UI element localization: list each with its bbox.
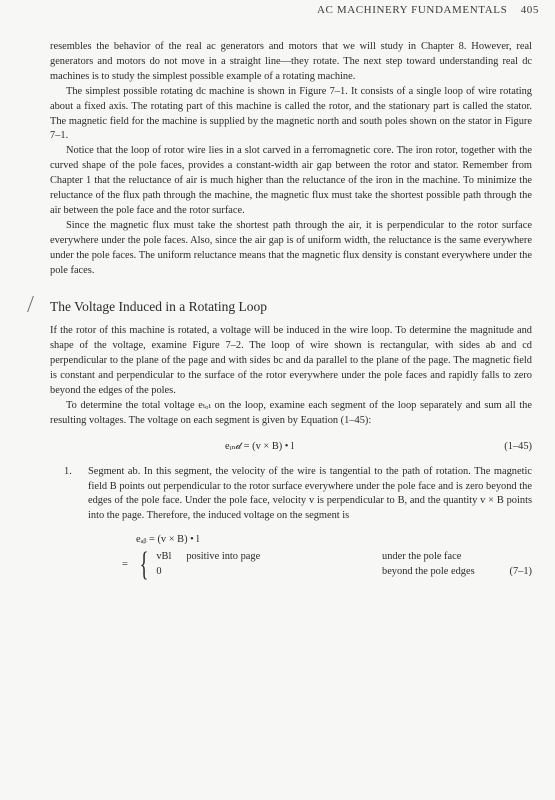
- equation-expression: eᵢₙ𝒹 = (v × B) • l: [225, 440, 294, 452]
- equals-sign: =: [122, 558, 128, 570]
- paragraph-2: The simplest possible rotating dc machine is shown in Figure 7–1. It consists of a single loop of wire rotating about a fixed axis. The rotating part of this machine is called the rotor, and the stationary part is called the stator. The magnetic field for the machine is supplied by the magnetic north and south poles shown on the stator in Figure 7–1.: [50, 85, 532, 142]
- page-number: 405: [520, 4, 539, 16]
- case-direction: positive into page: [186, 551, 261, 563]
- left-brace: {: [139, 546, 149, 584]
- paragraph-6: To determine the total voltage eₜₒₜ on the loop, examine each segment of the loop separately and sum all the resulting voltages. The voltage on each segment is given by Equation (1–45):: [50, 399, 532, 426]
- paragraph-5: If the rotor of this machine is rotated, a voltage will be induced in the wire loop. To determine the magnitude and shape of the voltage, examine Figure 7–2. The loop of wire shown is rectangular, with sides ab and cd perpendicular to the plane of the page and with sides bc and da parallel to the plane of the page. The magnetic field is constant and perpendicular to the surface of the rotor everywhere under the pole faces and rapidly falls to zero beyond the edges of the poles.: [50, 325, 532, 397]
- list-item-number: 1.: [64, 465, 72, 477]
- case-condition: beyond the pole edges: [382, 566, 475, 578]
- list-item: [50, 465, 532, 525]
- equation-1-45: [50, 440, 532, 455]
- case-value: vBl: [156, 551, 172, 563]
- running-title: AC MACHINERY FUNDAMENTALS: [316, 4, 508, 16]
- paragraph-1: resembles the behavior of the real ac generators and motors that we will study in Chapter 8. However, real generators and motors do not move in a straight line—they rotate. The next step toward understanding real dc machines is to study the simplest possible example of a rotating machine.: [50, 41, 532, 82]
- case-number: [492, 550, 532, 565]
- equation-number: (7–1): [509, 566, 532, 578]
- case-condition: under the pole face: [382, 551, 462, 563]
- running-header: [317, 4, 539, 16]
- case-rows: [156, 550, 532, 580]
- case-value: 0: [156, 566, 162, 578]
- section-heading: The Voltage Induced in a Rotating Loop: [50, 298, 267, 314]
- page-body: [50, 40, 532, 584]
- equation-7-1-cases: [122, 546, 532, 584]
- case-row: [156, 550, 532, 565]
- margin-mark: [27, 296, 44, 312]
- equation-7-1-lhs: eₐᵦ = (v × B) • l: [136, 534, 200, 546]
- list-item-text: Segment ab. In this segment, the velocity of the wire is tangential to the path of rotation. The magnetic field B points out perpendicular to the rotor surface everywhere under the pole face and is zero beyond the edges of the pole face. Under the pole face, velocity v is perpendicular to B, and the quantity v × B points into the page. Therefore, the induced voltage on the segment is: [88, 465, 532, 522]
- case-direction: [186, 565, 382, 580]
- case-row: [156, 565, 532, 580]
- equation-number: (1–45): [504, 440, 532, 452]
- paragraph-4: Since the magnetic flux must take the shortest path through the air, it is perpendicular to the rotor surface everywhere under the pole faces. Also, since the air gap is of uniform width, the reluctance is the same everywhere under the pole faces. The uniform reluctance means that the magnetic flux density is constant everywhere under the pole faces.: [50, 219, 532, 276]
- paragraph-3: Notice that the loop of rotor wire lies in a slot carved in a ferromagnetic core. The iron rotor, together with the curved shape of the pole faces, provides a constant-width air gap between the rotor and stator. Remember from Chapter 1 that the reluctance of air is much higher than the reluctance of the iron in the machine. To minimize the reluctance of the flux path through the machine, the magnetic flux must take the shortest possible path through the air between the pole face and the rotor surface.: [50, 145, 532, 216]
